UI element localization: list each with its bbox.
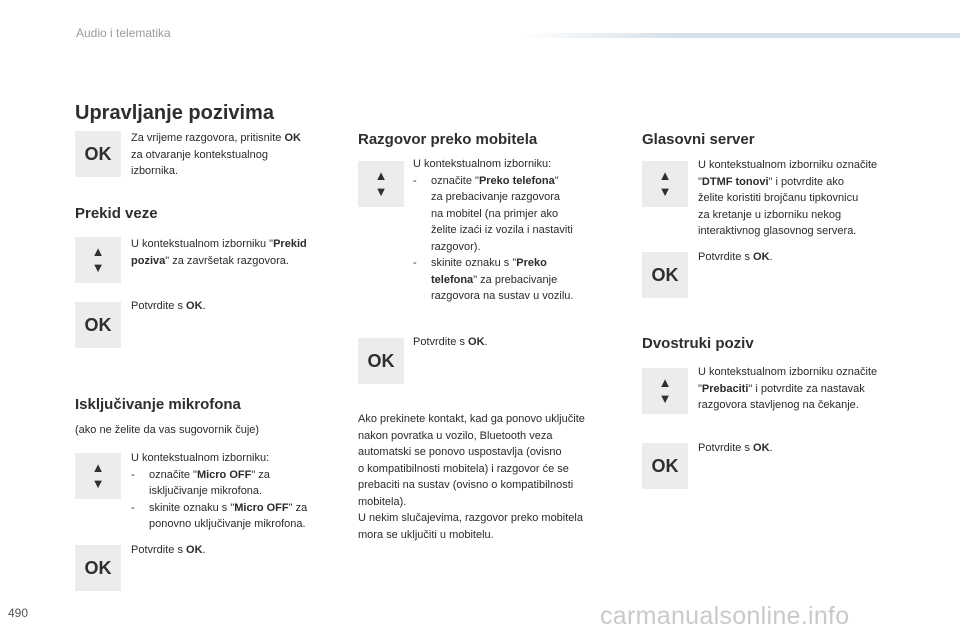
section-title-mobitel: Razgovor preko mobitela: [358, 131, 538, 148]
header-rule: [520, 33, 960, 38]
arrow-keys-icon: [75, 453, 121, 499]
arrow-keys-icon: [642, 161, 688, 207]
section-header: Audio i telematika: [76, 26, 171, 40]
arrow-keys-icon: [75, 237, 121, 283]
mikrofon-instructions: U kontekstualnom izborniku: - označite "Micro OFF" za isključivanje mikrofona. - skinite oznaku s "Micro OFF" za ponovno uključivanje mikrofona.: [131, 452, 308, 530]
section-title-prekid: Prekid veze: [75, 205, 158, 222]
mobitel-instructions: U kontekstualnom izborniku: - označite "Preko telefona" za prebacivanje razgovora na mobitel (na primjer ako želite izaći iz vozila i nastaviti razgovor). - skinite oznaku s "Preko telefona" za prebacivanje razgovora na sustav u vozilu.: [413, 158, 574, 302]
ok-button-icon: OK: [358, 338, 404, 384]
prekid-confirm: Potvrdite s OK.: [131, 300, 206, 312]
page-title: Upravljanje pozivima: [75, 102, 274, 124]
up-arrow-icon: ▲: [91, 460, 105, 475]
down-arrow-icon: ▼: [91, 260, 105, 275]
arrow-keys-icon: [642, 368, 688, 414]
section-title-glasovni: Glasovni server: [642, 131, 755, 148]
up-arrow-icon: ▲: [91, 244, 105, 259]
ok-button-icon: OK: [75, 545, 121, 591]
dvostruki-confirm: Potvrdite s OK.: [698, 442, 773, 454]
glasovni-confirm: Potvrdite s OK.: [698, 251, 773, 263]
mobitel-confirm: Potvrdite s OK.: [413, 336, 488, 348]
up-arrow-icon: ▲: [658, 375, 672, 390]
dvostruki-instructions: U kontekstualnom izborniku označite "Prebaciti" i potvrdite za nastavak razgovora stavljenog na čekanje.: [698, 366, 878, 411]
down-arrow-icon: ▼: [374, 184, 388, 199]
down-arrow-icon: ▼: [658, 184, 672, 199]
glasovni-instructions: U kontekstualnom izborniku označite "DTMF tonovi" i potvrdite ako želite koristiti brojčanu tipkovnicu za kretanje u izborniku nekog interaktivnog glasovnog servera.: [698, 159, 878, 237]
section-title-mikrofon: Isključivanje mikrofona: [75, 396, 241, 413]
page-number: 490: [8, 606, 29, 620]
ok-button-icon: OK: [642, 252, 688, 298]
up-arrow-icon: ▲: [374, 168, 388, 183]
intro-text: Za vrijeme razgovora, pritisnite OK za otvaranje kontekstualnog izbornika.: [131, 132, 301, 177]
watermark: carmanualsonline.info: [600, 602, 850, 630]
ok-button-icon: OK: [75, 131, 121, 177]
mobitel-note: Ako prekinete kontakt, kad ga ponovo uključite nakon povratka u vozilo, Bluetooth veza automatski se ponovo uspostavlja (ovisno o kompatibilnosti mobitela) i razgovor će se prebaciti na sustav (ovisno o kompatibilnosti mobitela). U nekim slučajevima, razgovor preko mobitela mora se uključiti u mobitelu.: [358, 413, 585, 541]
prekid-instructions: U kontekstualnom izborniku "Prekid poziva" za završetak razgovora.: [131, 238, 307, 267]
up-arrow-icon: ▲: [658, 168, 672, 183]
down-arrow-icon: ▼: [658, 391, 672, 406]
ok-button-icon: OK: [642, 443, 688, 489]
mikrofon-note: (ako ne želite da vas sugovornik čuje): [75, 424, 260, 436]
section-title-dvostruki: Dvostruki poziv: [642, 335, 754, 352]
mikrofon-confirm: Potvrdite s OK.: [131, 544, 206, 556]
arrow-keys-icon: [358, 161, 404, 207]
down-arrow-icon: ▼: [91, 476, 105, 491]
ok-button-icon: OK: [75, 302, 121, 348]
